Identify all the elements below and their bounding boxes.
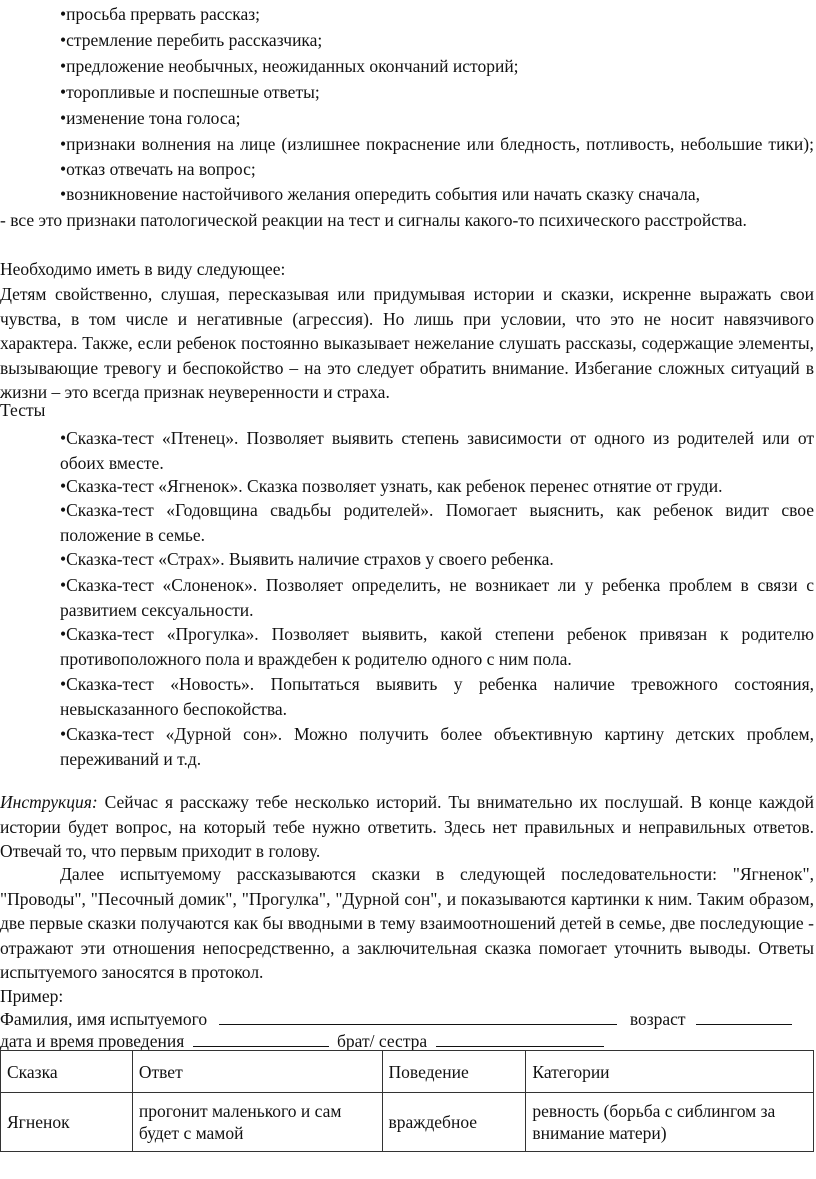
tests-heading: Тесты <box>0 400 46 420</box>
age-label: возраст <box>629 1009 686 1029</box>
note-heading: Необходимо иметь в виду следующее: <box>0 259 286 279</box>
surname-label: Фамилия, имя испытуемого <box>0 1009 208 1029</box>
test-item: •Сказка-тест «Страх». Выявить наличие страхов у своего ребенка. <box>60 549 554 569</box>
note-paragraph: Детям свойственно, слушая, пересказывая или придумывая истории и сказки, искренне выражать свои чувства, в том числе и негативные (агрессия). Но лишь при условии, что это не носит навязчивого характера. Также, если ребенок постоянно выказывает нежелание слушать рассказы, содержащие элементы, вызывающие тревогу и беспокойство – на это следует обратить внимание. Избегание сложных ситуаций в жизни – это всегда признак неуверенности и страха. <box>0 284 814 402</box>
test-item: •Сказка-тест «Дурной сон». Можно получить более объективную картину детских проблем, переживаний и т.д. <box>60 724 814 769</box>
bullet-item: •просьба прервать рассказ; <box>60 4 261 24</box>
test-item: •Сказка-тест «Прогулка». Позволяет выявить, какой степени ребенок привязан к родителю противоположного пола и враждебен к родителю одного с ним пола. <box>60 624 814 669</box>
table-row <box>1 1093 814 1152</box>
test-item: •Сказка-тест «Слоненок». Позволяет определить, не возникает ли у ребенка проблем в связи с развитием сексуальности. <box>60 575 814 620</box>
bullet-item: •стремление перебить рассказчика; <box>60 30 323 50</box>
table-header-cell: Поведение <box>382 1051 526 1093</box>
table-cell: ревность (борьба с сиблингом за внимание матери) <box>526 1093 814 1152</box>
table-cell: Ягненок <box>1 1093 133 1152</box>
test-item: •Сказка-тест «Ягненок». Сказка позволяет узнать, как ребенок перенес отнятие от груди. <box>60 476 723 496</box>
bullet-item: •изменение тона голоса; <box>60 108 241 128</box>
table-header-cell: Ответ <box>132 1051 382 1093</box>
table-cell: враждебное <box>382 1093 526 1152</box>
date-field[interactable] <box>193 1030 329 1047</box>
test-item: •Сказка-тест «Годовщина свадьбы родителей». Помогает выяснить, как ребенок видит свое положение в семье. <box>60 500 814 545</box>
table-cell: прогонит маленького и сам будет с мамой <box>132 1093 382 1152</box>
bullet-item: •торопливые и поспешные ответы; <box>60 82 320 102</box>
table-header-cell: Категории <box>526 1051 814 1093</box>
sibling-field[interactable] <box>436 1030 604 1047</box>
table-header-row <box>1 1051 814 1093</box>
instruction-paragraph <box>0 790 814 864</box>
instruction-text: Сейчас я расскажу тебе несколько историй. Ты внимательно их послушай. В конце каждой истории будет вопрос, на который тебе нужно ответить. Здесь нет правильных и неправильных ответов. Отвечай то, что первым приходит в голову. <box>0 792 814 861</box>
conclusion-paragraph: - все это признаки патологической реакции на тест и сигналы какого-то психического расстройства. <box>0 210 747 230</box>
bullet-item: •возникновение настойчивого желания опередить события или начать сказку сначала, <box>60 184 701 204</box>
surname-field[interactable] <box>219 1008 617 1025</box>
form-line-surname <box>0 1007 816 1031</box>
test-item: •Сказка-тест «Птенец». Позволяет выявить степень зависимости от одного из родителей или от обоих вместе. <box>60 428 814 473</box>
bullet-item: •предложение необычных, неожиданных окончаний историй; <box>60 56 519 76</box>
table-header-cell: Сказка <box>1 1051 133 1093</box>
example-label: Пример: <box>0 986 64 1006</box>
sibling-label: брат/ сестра <box>337 1031 428 1051</box>
protocol-table <box>0 1050 814 1152</box>
bullet-item: •признаки волнения на лице (излишнее покраснение или бледность, потливость, небольшие тики); •отказ отвечать на вопрос; <box>60 134 814 179</box>
age-field[interactable] <box>696 1008 792 1025</box>
instruction-label: Инструкция: <box>0 792 98 812</box>
test-item: •Сказка-тест «Новость». Попытаться выявить у ребенка наличие тревожного состояния, невысказанного беспокойства. <box>60 674 814 719</box>
date-label: дата и время проведения <box>0 1031 185 1051</box>
procedure-paragraph: Далее испытуемому рассказываются сказки в следующей последовательности: "Ягненок", "Проводы", "Песочный домик", "Прогулка", "Дурной сон", и показываются картинки к ним. Таким образом, две первые сказки получаются как бы вводными в тему взаимоотношений детей в семье, две последующие - отражают эти отношения непосредственно, а заключительная сказка помогает уточнить выводы. Ответы испытуемого заносятся в протокол. <box>0 864 814 982</box>
